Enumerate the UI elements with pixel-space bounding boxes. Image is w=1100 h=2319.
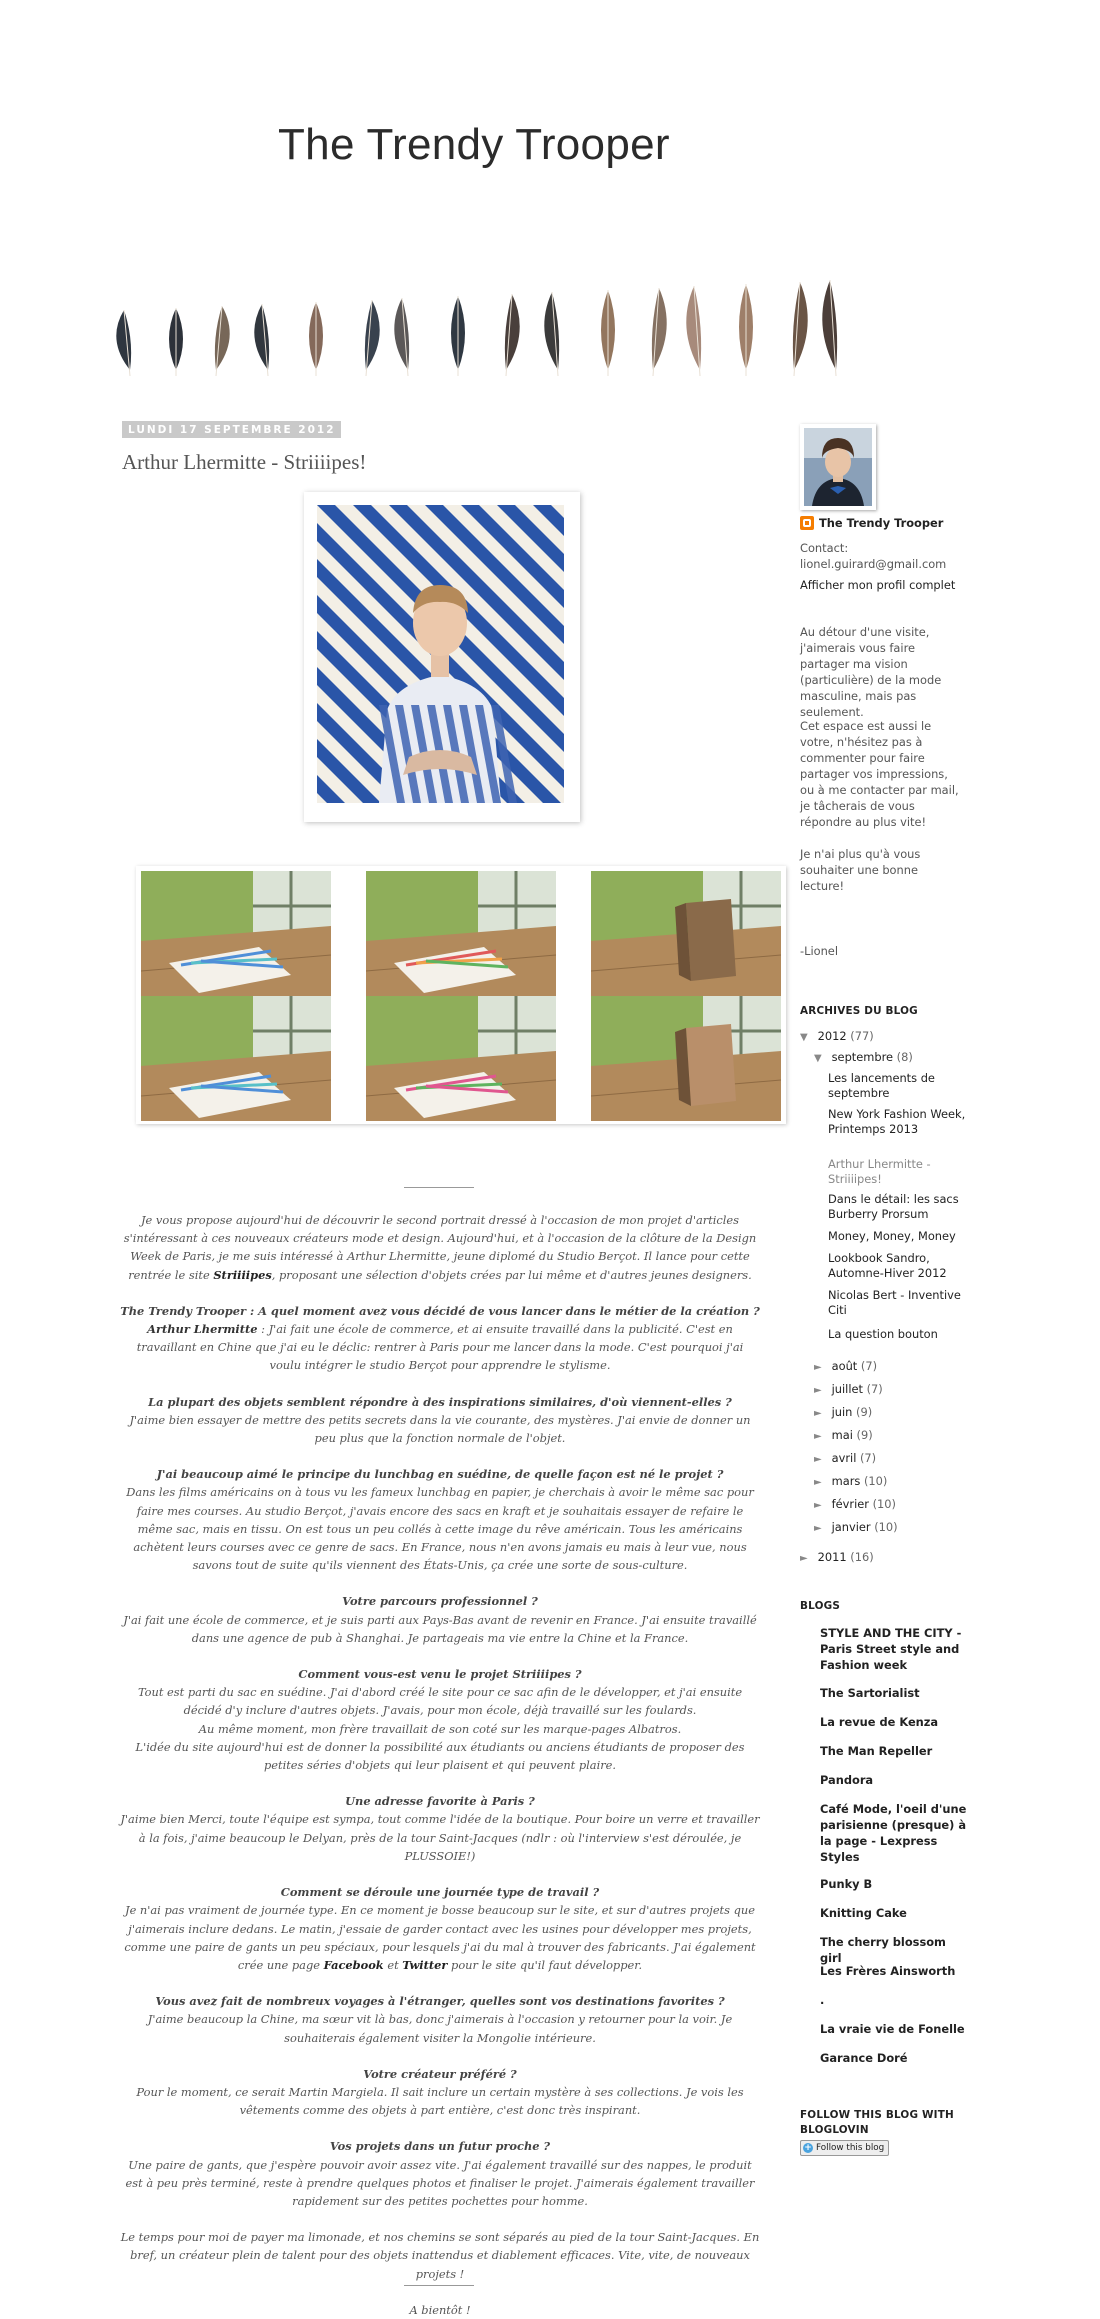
archive-post-link[interactable]: Money, Money, Money (828, 1229, 956, 1243)
answer: J'ai fait une école de commerce, et je suis parti aux Pays-Bas avant de revenir en France. J'ai ensuite travaillé dans une agence de pub à Shanghai. Je partageais ma vie entre la Chine et la France. (123, 1612, 757, 1645)
qa-block (120, 1883, 760, 1974)
archive-count: (8) (896, 1050, 913, 1064)
product-photo[interactable] (591, 996, 781, 1121)
blogroll-link[interactable]: Knitting Cake (820, 1906, 907, 1920)
portrait-photo[interactable] (304, 492, 580, 822)
post-date: LUNDI 17 SEPTEMBRE 2012 (122, 421, 341, 438)
archives-heading: ARCHIVES DU BLOG (800, 1005, 918, 1017)
qa-block (120, 2065, 760, 2120)
twitter-link[interactable]: Twitter (402, 1957, 448, 1972)
product-photo[interactable] (141, 871, 331, 996)
avatar (804, 428, 872, 506)
archive-year-2012 (800, 1029, 874, 1045)
profile-name[interactable] (800, 516, 943, 530)
follow-heading: FOLLOW THIS BLOG WITH BLOGLOVIN (800, 2109, 954, 2136)
qa-block (120, 1992, 760, 2047)
archive-month (814, 1359, 877, 1375)
archive-post-link[interactable]: Les lancements de septembre (828, 1071, 935, 1100)
triangle-right-icon[interactable]: ► (814, 1408, 822, 1419)
outro-paragraph: Le temps pour moi de payer ma limonade, et nos chemins se sont séparés au pied de la tour Saint-Jacques. En bref, un créateur plein de talent pour des objets inattendus et diablement efficaces. Vite, vite, de nouveaux projets ! (120, 2230, 760, 2281)
archive-count: (77) (850, 1029, 874, 1043)
blogroll-link[interactable]: The Man Repeller (820, 1744, 933, 1758)
question: La plupart des objets semblent répondre à des inspirations similaires, d'où viennent-elles ? (148, 1394, 732, 1409)
follow-blog-button[interactable] (800, 2140, 889, 2156)
follow-button-label: Follow this blog (816, 2143, 885, 2153)
archive-count: (9) (856, 1428, 873, 1442)
blogroll-link[interactable]: Café Mode, l'oeil d'une parisienne (presque) à la page - Lexpress Styles (820, 1802, 967, 1864)
portrait-image (317, 505, 564, 803)
blogroll-link[interactable]: The Sartorialist (820, 1686, 920, 1700)
site-title[interactable]: The Trendy Trooper (278, 120, 670, 169)
answer-end: pour le site qu'il faut développer. (447, 1957, 643, 1972)
answer: Dans les films américains on à tous vu les fameux lunchbag en papier, je cherchais à avoir le même sac pour faire mes courses. Au studio Berçot, j'avais encore des sacs en kraft et je souhaitais essayer de refaire le même sac, mais en tissu. On est tous un peu collés à cette image du rêve américain. Tous les américains achètent leurs courses avec ce genre de sacs. En France, nous n'en avons jamais eu mais à leur vue, nous savons tout de suite qu'ils viennent des États-Unis, ça crée une sorte de sous-culture. (126, 1485, 754, 1573)
triangle-right-icon[interactable]: ► (814, 1362, 822, 1373)
blogs-heading: BLOGS (800, 1600, 841, 1612)
answer: : J'ai fait une école de commerce, et ai ensuite travaillé dans la publicité. C'est en travaillant en Chine que j'ai eu le déclic: rentrer à Paris pour me lancer dans la mode. C'est pourquoi j'ai voulu intégrer le studio Berçot pour apprendre le stylisme. (136, 1322, 744, 1373)
about-text: Cet espace est aussi le votre, n'hésitez pas à commenter pour faire partager vos impressions, ou à me contacter par mail, je tâcherais de vous répondre au plus vite! (800, 719, 959, 829)
product-photo[interactable] (366, 996, 556, 1121)
question: Comment se déroule une journée type de travail ? (280, 1885, 600, 1900)
question: Comment vous-est venu le projet Striiiipes ? (298, 1667, 582, 1682)
archive-month-link[interactable]: juillet (831, 1382, 863, 1396)
archive-post-link[interactable]: Lookbook Sandro, Automne-Hiver 2012 (828, 1251, 947, 1280)
product-photo[interactable] (141, 996, 331, 1121)
question: Vous avez fait de nombreux voyages à l'étranger, quelles sont vos destinations favorites ? (155, 1994, 725, 2009)
triangle-right-icon[interactable]: ► (814, 1385, 822, 1396)
qa-block (120, 1393, 760, 1448)
profile-name-text: The Trendy Trooper (819, 516, 944, 530)
question: J'ai beaucoup aimé le principe du lunchbag en suédine, de quelle façon est né le projet ? (156, 1467, 724, 1482)
archive-month-link[interactable]: juin (831, 1405, 853, 1419)
blogroll-link[interactable]: La vraie vie de Fonelle (820, 2022, 965, 2036)
archive-year-link[interactable]: 2012 (817, 1029, 847, 1043)
archive-post-current: Arthur Lhermitte - Striiiipes! (828, 1157, 931, 1186)
triangle-right-icon[interactable]: ► (800, 1553, 808, 1564)
answer: Une paire de gants, que j'espère pouvoir avoir assez vite. J'ai également travaillé sur des nappes, le produit est à peu près terminé, reste à prendre quelques photos et finaliser le projet. J'aimerais également travailler rapidement sur des petites pochettes pour homme. (125, 2157, 755, 2208)
blogroll-link[interactable]: The cherry blossom girl (820, 1935, 946, 1965)
triangle-down-icon[interactable]: ▼ (814, 1053, 822, 1064)
archive-post-link[interactable]: Nicolas Bert - Inventive Citi (828, 1288, 961, 1317)
question: Une adresse favorite à Paris ? (345, 1794, 535, 1809)
archive-month-link[interactable]: septembre (831, 1050, 894, 1064)
facebook-link[interactable]: Facebook (323, 1957, 384, 1972)
qa-block (120, 2137, 760, 2210)
intro-text-end: , proposant une sélection d'objets crées par lui même et d'autres jeunes designers. (271, 1267, 752, 1282)
feather-banner-image (108, 270, 863, 382)
archive-month-link[interactable]: février (831, 1497, 869, 1511)
archive-count: (10) (872, 1497, 896, 1511)
archive-month (814, 1474, 887, 1490)
archive-month (814, 1497, 896, 1513)
qa-block (120, 1592, 760, 1647)
question: Votre créateur préféré ? (363, 2066, 517, 2081)
blogroll-link[interactable]: . (820, 1993, 825, 2007)
archive-month-link[interactable]: mai (831, 1428, 853, 1442)
archive-month (814, 1405, 872, 1421)
archive-month-current (814, 1050, 913, 1066)
about-text: Au détour d'une visite, j'aimerais vous faire partager ma vision (particulière) de la mode masculine, mais pas seulement. (800, 625, 942, 719)
archive-post-link[interactable]: Dans le détail: les sacs Burberry Prorsum (828, 1192, 959, 1221)
contact-email: lionel.guirard@gmail.com (800, 557, 947, 571)
archive-count: (7) (860, 1359, 878, 1373)
blogroll-link[interactable]: Les Frères Ainsworth (820, 1964, 956, 1978)
archive-month (814, 1382, 883, 1398)
signoff: A bientôt ! (409, 2302, 471, 2317)
archive-post-link[interactable]: New York Fashion Week, Printemps 2013 (828, 1107, 966, 1136)
blogroll-link[interactable]: Pandora (820, 1773, 874, 1787)
product-photo[interactable] (591, 871, 781, 996)
qa-block (120, 1665, 760, 1774)
profile-photo[interactable] (800, 424, 876, 510)
triangle-right-icon[interactable]: ► (814, 1454, 822, 1465)
blogroll-link[interactable]: La revue de Kenza (820, 1715, 939, 1729)
answer: J'aime bien essayer de mettre des petits secrets dans la vie courante, des mystères. J'ai envie de donner un peu plus que la fonction normale de l'objet. (129, 1412, 751, 1446)
archive-year-2011 (800, 1550, 874, 1566)
question: The Trendy Trooper : A quel moment avez vous décidé de vous lancer dans le métier de la création ? (120, 1303, 760, 1318)
archive-month-link[interactable]: janvier (831, 1520, 871, 1534)
triangle-down-icon[interactable]: ▼ (800, 1032, 808, 1043)
archive-month-link[interactable]: mars (831, 1474, 861, 1488)
archive-post-link[interactable]: La question bouton (828, 1327, 938, 1341)
view-full-profile-link[interactable]: Afficher mon profil complet (800, 578, 956, 592)
archive-month (814, 1520, 898, 1536)
archive-count: (9) (856, 1405, 873, 1419)
qa-block (120, 1792, 760, 1865)
answer: Tout est parti du sac en suédine. J'ai d'abord créé le site pour ce sac afin de le développer, et j'ai ensuite décidé d'y inclure d'autres objets. J'avais, pour mon école, déjà travaillé sur les foulards. (137, 1685, 743, 1718)
answer-connector: et (383, 1957, 403, 1972)
qa-block (120, 1465, 760, 1574)
triangle-right-icon[interactable]: ► (814, 1500, 822, 1511)
triangle-right-icon[interactable]: ► (814, 1431, 822, 1442)
contact-label: Contact: (800, 541, 849, 555)
archive-count: (10) (863, 1474, 888, 1488)
product-photo[interactable] (366, 871, 556, 996)
archive-count: (7) (866, 1382, 883, 1396)
speaker-name: Arthur Lhermitte (147, 1322, 258, 1337)
archive-month (814, 1451, 876, 1467)
archive-count: (16) (850, 1550, 874, 1564)
plus-icon: + (804, 2143, 812, 2153)
answer: Pour le moment, ce serait Martin Margiela. Il sait inclure un certain mystère à ses collections. Je vois les vêtements comme des objets à part entière, c'est donc très inspirant. (136, 2084, 744, 2118)
product-photo-grid (136, 866, 786, 1124)
answer: Je n'ai pas vraiment de journée type. En ce moment je bosse beaucoup sur le site, et sur d'autres projets que j'aimerais inclure dedans. Le matin, j'essaie de garder contact avec les usines pour développer mes projets, comme une paire de gants un peu spéciaux, pour lesquels j'ai du mal à trouver des fabricants. J'ai également crée une page (124, 1903, 756, 1972)
answer: L'idée du site aujourd'hui est de donner la possibilité aux étudiants ou anciens étudiants de proposer des petites séries d'objets qui leur plaisent et qui peuvent plaire. (135, 1739, 745, 1773)
intro-paragraph (120, 1211, 760, 1284)
triangle-right-icon[interactable]: ► (814, 1477, 822, 1488)
archive-count: (10) (874, 1520, 898, 1534)
post-title[interactable]: Arthur Lhermitte - Striiiipes! (122, 450, 367, 474)
archive-count: (7) (859, 1451, 877, 1465)
post-body (120, 1211, 760, 2319)
blogger-icon (800, 516, 814, 530)
archive-month (814, 1428, 873, 1444)
question: Vos projets dans un futur proche ? (329, 2139, 551, 2154)
blogroll-link[interactable]: STYLE AND THE CITY - Paris Street style and Fashion week (820, 1626, 962, 1672)
separator (404, 2285, 474, 2286)
archive-year-link[interactable]: 2011 (817, 1550, 847, 1564)
archive-month-link[interactable]: avril (831, 1451, 857, 1465)
qa-block (120, 1302, 760, 1375)
question: Votre parcours professionnel ? (342, 1594, 538, 1609)
separator (404, 1187, 474, 1188)
blogroll-link[interactable]: Garance Doré (820, 2051, 908, 2065)
about-signature: -Lionel (800, 944, 838, 958)
intro-text: Je vous propose aujourd'hui de découvrir le second portrait dressé à l'occasion de mon projet d'articles s'intéressant à ces nouveaux créateurs mode et design. Aujourd'hui, et à l'occasion de la clôture de la Design Week de Paris, je me suis intéressé à Arthur Lhermitte, jeune diplomé du Studio Berçot. Il lance pour cette rentrée le site (123, 1213, 757, 1282)
answer: Au même moment, mon frère travaillait de son coté sur les marque-pages Albatros. (198, 1721, 682, 1736)
triangle-right-icon[interactable]: ► (814, 1523, 822, 1534)
blogroll-link[interactable]: Punky B (820, 1877, 873, 1891)
answer: J'aime beaucoup la Chine, ma sœur vit là bas, donc j'aimerais à l'occasion y retourner pour la voir. Je souhaiterais également visiter la Mongolie intérieure. (147, 2012, 733, 2045)
striiiipes-link[interactable]: Striiiipes (213, 1267, 272, 1282)
answer: J'aime bien Merci, toute l'équipe est sympa, tout comme l'idée de la boutique. Pour boire un verre et travailler à la fois, j'aime beaucoup le Delyan, près de la tour Saint-Jacques (ndlr : où l'interview s'est déroulée, je PLUSSOIE!) (120, 1812, 760, 1863)
about-text: Je n'ai plus qu'à vous souhaiter une bonne lecture! (800, 847, 921, 893)
archive-month-link[interactable]: août (831, 1359, 858, 1373)
